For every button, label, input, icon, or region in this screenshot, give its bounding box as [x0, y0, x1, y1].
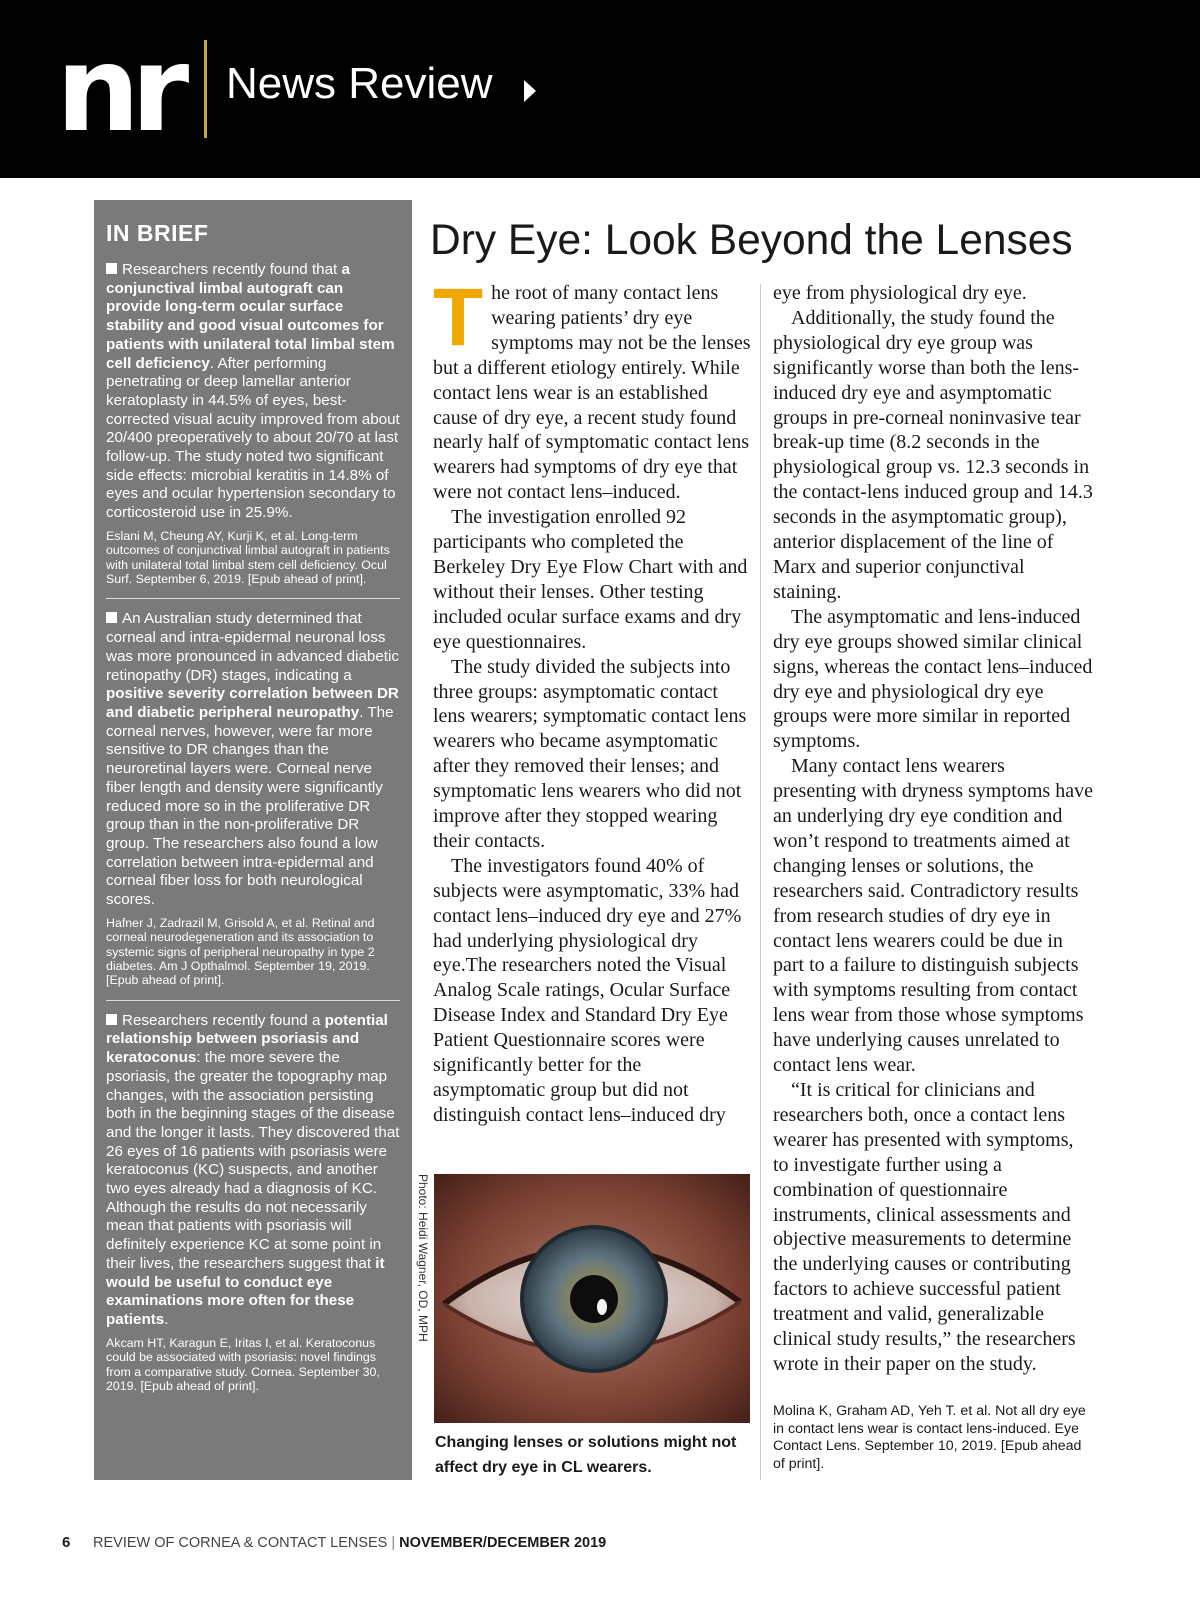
article-reference: Molina K, Graham AD, Yeh T. et al. Not all dry eye in contact lens wear is contact lens-induced. Eye Contact Lens. September 10, 2019. [Epub ahead of print].: [773, 1403, 1086, 1472]
item-text: . The corneal nerves, however, were far more sensitive to DR changes than the neuroretinal layers were. Corneal nerve fiber length and density were significantly reduced more so in the proliferative DR group than in the non-proliferative DR group. The researchers also found a low correlation between intra-epidermal and corneal fiber loss for both neurological scores.: [106, 703, 394, 909]
section-title: News Review: [226, 59, 493, 108]
body-paragraph: Additionally, the study found the physiological dry eye group was significantly worse than both the lens-induced dry eye and asymptomatic groups in pre-corneal noninvasive tear break-up time (8.2 seconds in the physiological group vs. 12.3 seconds in the contact-lens induced group and 14.3 seconds in the asymptomatic group), anterior displacement of the line of Marx and superior conjunctival staining.: [773, 306, 1093, 603]
sidebar-items: [106, 261, 400, 1393]
item-text: . After performing penetrating or deep lamellar anterior keratoplasty in 44.5% of eyes, best-corrected visual acuity improved from about 20/400 preoperatively to about 20/70 at last follow-up. The study noted two significant side effects: microbial keratitis in 14.8% of eyes and ocular hypertension secondary to corticosteroid use in 25.9%.: [106, 354, 400, 522]
body-paragraph: The asymptomatic and lens-induced dry eye groups showed similar clinical signs, whereas the contact lens–induced dry eye and physiological dry eye groups were more similar in reported symptoms.: [773, 605, 1093, 753]
footer-separator: |: [391, 1535, 396, 1551]
masthead: [0, 0, 1200, 178]
square-bullet-icon: [106, 612, 117, 623]
body-paragraph: The study divided the subjects into three groups: asymptomatic contact lens wearers; symptomatic contact lens wearers who became asymptomatic after they removed their lenses; and symptomatic lens wearers who did not improve after they stopped wearing their contacts.: [433, 655, 747, 852]
drop-cap: T: [433, 272, 484, 363]
article-column-2: [773, 281, 1093, 1377]
play-arrow-icon: [524, 80, 536, 102]
highlighted-finding: it would be useful to conduct eye examinations more often for these patients: [106, 1254, 385, 1328]
article-column-1: [433, 272, 751, 1128]
in-brief-citation: Eslani M, Cheung AY, Kurji K, et al. Long-term outcomes of conjunctival limbal autograft in patients with unilateral total limbal stem cell deficiency. Ocul Surf. September 6, 2019. [Epub ahead of print].: [106, 528, 390, 587]
sidebar-heading: IN BRIEF: [106, 220, 209, 246]
photo-credit: Photo: Heidi Wagner, OD, MPH: [416, 1174, 430, 1342]
photo-caption: Changing lenses or solutions might not affect dry eye in CL wearers.: [435, 1434, 737, 1476]
in-brief-item: [106, 1012, 400, 1330]
sidebar-separator: [106, 598, 400, 599]
body-paragraph: “It is critical for clinicians and researchers both, once a contact lens wearer has presented with symptoms, to investigate further using a combination of questionnaire instruments, clinical assessments and objective measurements to determine the underlying causes or contributing factors to achieve successful patient treatment and valid, generalizable clinical study results,” the researchers wrote in their paper on the study.: [773, 1079, 1076, 1375]
item-text: Researchers recently found that: [122, 261, 342, 278]
issue-date: NOVEMBER/DECEMBER 2019: [399, 1535, 607, 1551]
body-paragraph: he root of many contact lens wearing patients’ dry eye symptoms may not be the lenses but a different etiology entirely. While contact lens wear is an established cause of dry eye, a recent study found nearly half of symptomatic contact lens wearers had symptoms of dry eye that were not contact lens–induced.: [433, 282, 751, 504]
eye-photo: [434, 1174, 750, 1423]
item-text: .: [164, 1311, 169, 1328]
body-paragraph: eye from physiological dry eye.: [773, 282, 1027, 304]
in-brief-citation: Akcam HT, Karagun E, Iritas I, et al. Keratoconus could be associated with psoriasis: novel findings from a comparative study. Cornea. September 30, 2019. [Epub ahead of print].: [106, 1335, 380, 1393]
footer-publication-line: [93, 1535, 606, 1551]
highlighted-finding: positive severity correlation between DR and diabetic peripheral neuropathy: [106, 685, 399, 721]
article-headline: Dry Eye: Look Beyond the Lenses: [430, 217, 1073, 264]
square-bullet-icon: [106, 1014, 117, 1025]
in-brief-sidebar: [94, 200, 412, 1480]
column-divider: [760, 284, 761, 1480]
in-brief-item: [106, 610, 400, 909]
highlighted-finding: a conjunctival limbal autograft can provide long-term ocular surface stability and good visual outcomes for patients with unilateral total limbal stem cell deficiency: [106, 261, 395, 372]
masthead-divider: [204, 40, 207, 138]
body-paragraph: Many contact lens wearers presenting with dryness symptoms have an underlying dry eye condition and won’t respond to treatments aimed at changing lenses or solutions, the researchers said. Contradictory results from research studies of dry eye in contact lens wearers could be due in part to a failure to distinguish subjects with symptoms resulting from contact lens wear from those whose symptoms have underlying causes unrelated to contact lens wear.: [773, 755, 1093, 1077]
item-text: An Australian study determined that corneal and intra-epidermal neuronal loss was more pronounced in advanced diabetic retinopathy (DR) stages, indicating a: [106, 610, 399, 684]
page-number: 6: [62, 1534, 71, 1551]
publication-name: REVIEW OF CORNEA & CONTACT LENSES: [93, 1535, 388, 1551]
body-paragraph: The investigators found 40% of subjects were asymptomatic, 33% had contact lens–induced dry eye and 27% had underlying physiological dry eye.The researchers noted the Visual Analog Scale ratings, Ocular Surface Disease Index and Standard Dry Eye Patient Questionnaire scores were significantly better for the asymptomatic group but did not distinguish contact lens–induced dry: [433, 854, 742, 1126]
nr-logo: nr: [56, 20, 181, 158]
item-text: : the more severe the psoriasis, the greater the topography map changes, with the association persisting both in the beginning stages of the disease and the longer it lasts. They discovered that 26 eyes of 16 patients with psoriasis were keratoconus (KC) suspects, and another two eyes already had a diagnosis of KC. Although the results do not necessarily mean that patients with psoriasis will definitely experience KC at some point in their lives, the researchers suggest that: [106, 1049, 400, 1272]
in-brief-citation: Hafner J, Zadrazil M, Grisold A, et al. Retinal and corneal neurodegeneration and its association to systemic signs of peripheral neuropathy in type 2 diabetes. Am J Opthalmol. September 19, 2019. [Epub ahead of print].: [106, 915, 375, 988]
body-paragraph: The investigation enrolled 92 participants who completed the Berkeley Dry Eye Flow Chart with and without their lenses. Other testing included ocular surface exams and dry eye questionnaires.: [433, 506, 748, 653]
in-brief-item: [106, 261, 400, 523]
item-text: Researchers recently found a: [122, 1011, 325, 1029]
highlighted-finding: potential relationship between psoriasis and keratoconus: [106, 1011, 388, 1067]
square-bullet-icon: [106, 263, 117, 274]
sidebar-separator: [106, 1000, 400, 1001]
